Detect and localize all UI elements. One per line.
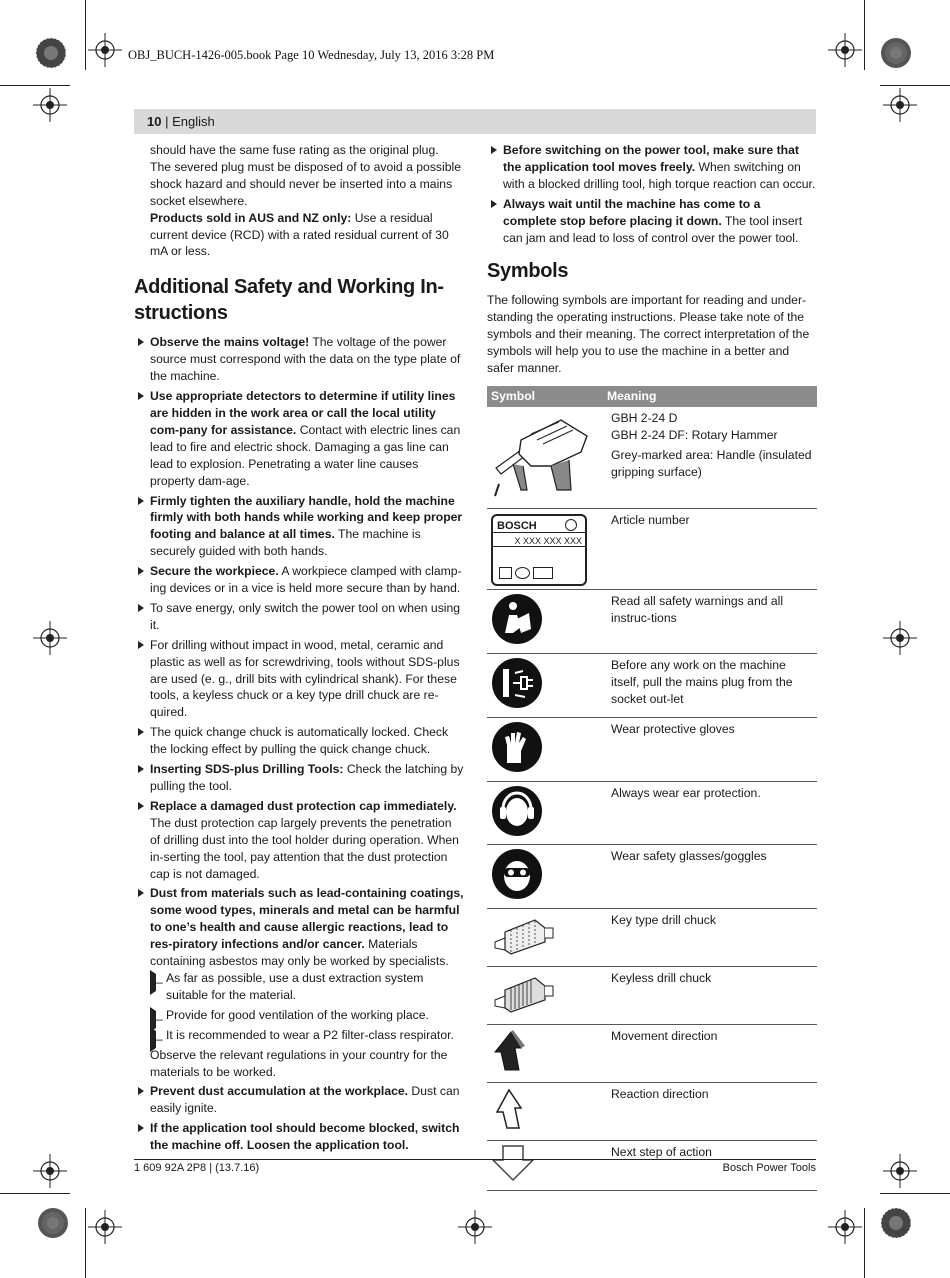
paragraph <box>134 210 464 261</box>
table-row <box>487 967 817 1025</box>
crop-mark <box>0 1193 70 1194</box>
item-text: Check the latching by pulling the tool. <box>150 762 464 793</box>
bold-lead: Inserting SDS-plus Drilling Tools: <box>150 762 344 777</box>
crop-mark <box>0 85 70 86</box>
meaning-line: Grey-marked area: Handle (insulated gripping surface) <box>611 447 812 479</box>
list-item <box>134 334 464 385</box>
paragraph: The severed plug must be disposed of to avoid a possible shock hazard and should never be inserted into a mains socket elsewhere. <box>150 159 461 208</box>
list-item <box>134 1083 464 1117</box>
table-row <box>487 508 817 589</box>
gloves-icon <box>491 721 543 773</box>
table-row <box>487 1083 817 1141</box>
registration-mark <box>882 87 918 123</box>
dash-item: – As far as possible, use a dust extraction system suitable for the material. <box>150 970 464 1004</box>
left-column <box>134 142 464 1157</box>
registration-mark <box>827 32 863 68</box>
reaction-arrow-icon <box>491 1086 531 1132</box>
crop-mark <box>85 1208 86 1278</box>
calibration-wheel <box>880 1207 912 1239</box>
plate-circle-icon <box>515 567 530 579</box>
item-text: The machine is securely guided with both hands. <box>150 527 421 559</box>
item-text: When switching on with a blocked drilling tool, high torque reaction can occur. <box>503 159 816 191</box>
meaning-line: Reaction direction <box>603 1083 817 1141</box>
item-text: For drilling without impact in wood, metal, ceramic and plastic as well as for screwdriving, tools without SDS-plus are used (e. g., drill bits with cylindrical shank). For these tools, a keyless chuck or a key type drill chuck are re-quired. <box>150 637 460 720</box>
meaning-line: GBH 2-24 D <box>611 410 678 425</box>
bold-lead: Use appropriate detectors to determine if utility lines are hidden in the work area or call the local utility com-pany for assistance. <box>150 389 456 437</box>
plate-logo-icon <box>565 519 577 531</box>
dash-item: – It is recommended to wear a P2 filter-class respirator. <box>150 1027 464 1044</box>
item-text: Dust can easily ignite. <box>150 1084 460 1116</box>
crop-mark <box>85 0 86 70</box>
bold-lead: Observe the mains voltage! <box>150 335 310 350</box>
list-item <box>134 798 464 883</box>
item-text: Contact with electric lines can lead to fire and electric shock. Damaging a gas line can lead to explosion. Penetrating a water line causes property dam-age. <box>150 422 461 488</box>
paragraph: should have the same fuse rating as the original plug. <box>150 143 439 157</box>
dash-item: – Provide for good ventilation of the working place. <box>150 1007 464 1024</box>
header-separator: | <box>161 114 173 129</box>
bold-lead: If the application tool should become blocked, switch the machine off. Loosen the application tool. <box>150 1121 460 1153</box>
read-manual-icon <box>491 593 543 645</box>
registration-mark <box>827 1209 863 1245</box>
goggles-icon <box>491 848 543 900</box>
rotary-hammer-icon <box>491 410 591 500</box>
page-header <box>134 109 816 134</box>
crop-mark <box>880 85 950 86</box>
footer-brand: Bosch Power Tools <box>722 1162 816 1174</box>
plate-square-icon <box>499 567 512 579</box>
table-row <box>487 1025 817 1083</box>
table-row <box>487 909 817 967</box>
plate-rect-icon <box>533 567 553 579</box>
meaning-line: Before any work on the machine itself, pull the mains plug from the socket out-let <box>611 657 793 706</box>
registration-mark <box>457 1209 493 1245</box>
meaning-line: Keyless drill chuck <box>603 967 817 1025</box>
list-item <box>134 563 464 597</box>
symbols-table <box>487 386 817 1191</box>
registration-mark <box>882 620 918 656</box>
bold-lead: Dust from materials such as lead-containing coatings, some wood types, minerals and metal can be harmful to one’s health and cause allergic reactions, lead to res-piratory infections and/or cancer. <box>150 886 464 952</box>
section-heading: Additional Safety and Working In-structions <box>134 276 444 325</box>
table-header-row <box>487 386 817 407</box>
meaning-line: Next step of action <box>603 1140 817 1190</box>
plate-divider <box>493 546 585 547</box>
type-plate-icon <box>491 514 587 586</box>
keyless-chuck-icon <box>491 970 555 1016</box>
page-number: 10 <box>147 114 162 129</box>
header-language: English <box>172 114 215 129</box>
item-text: A workpiece clamped with clamp-ing devices or in a vice is held more secure than by hand. <box>150 564 462 596</box>
list-item <box>487 196 817 247</box>
footer-rule <box>134 1159 816 1160</box>
list-item <box>134 1120 464 1154</box>
bold-lead: Products sold in AUS and NZ only: <box>150 210 352 225</box>
list-item <box>134 885 464 1080</box>
meaning-line: Read all safety warnings and all instruc-tions <box>603 589 817 653</box>
unplug-icon <box>491 657 543 709</box>
item-text: The quick change chuck is automatically locked. Check the locking effect by pulling the quick change chuck. <box>150 725 449 757</box>
footer-doc-number: 1 609 92A 2P8 | (13.7.16) <box>134 1162 260 1174</box>
list-item <box>134 761 464 795</box>
registration-mark <box>87 32 123 68</box>
registration-mark <box>32 87 68 123</box>
list-item <box>134 637 464 722</box>
ear-protection-icon <box>491 785 543 837</box>
meaning-line: Wear protective gloves <box>603 717 817 781</box>
key-chuck-icon <box>491 912 555 958</box>
table-row <box>487 845 817 909</box>
bold-lead: Prevent dust accumulation at the workplace. <box>150 1084 409 1099</box>
table-row <box>487 717 817 781</box>
item-text: The tool insert can jam and lead to loss of control over the power tool. <box>503 213 803 245</box>
bold-lead: Replace a damaged dust protection cap immediately. <box>150 798 457 813</box>
crop-mark <box>864 0 865 70</box>
column-header-symbol: Symbol <box>487 386 603 407</box>
list-item <box>134 724 464 758</box>
section-heading: Symbols <box>487 260 569 283</box>
table-row <box>487 407 817 508</box>
column-header-meaning: Meaning <box>603 386 817 407</box>
list-item <box>487 142 817 193</box>
meaning-line: Wear safety glasses/goggles <box>603 845 817 909</box>
item-text: The voltage of the power source must correspond with the data on the type plate of the machine. <box>150 335 461 384</box>
registration-mark <box>32 1153 68 1189</box>
movement-arrow-icon <box>491 1028 531 1074</box>
bold-lead: Always wait until the machine has come to a complete stop before placing it down. <box>503 196 761 228</box>
right-column <box>487 142 817 1191</box>
calibration-wheel <box>35 37 67 69</box>
paragraph: The following symbols are important for reading and under-standing the operating instructions. Please take note of the symbols and their meaning. The correct interpretation of the symbols will help you to use the machine in a better and safer manner. <box>487 293 810 376</box>
registration-mark <box>32 620 68 656</box>
list-item <box>134 388 464 489</box>
bold-lead: Before switching on the power tool, make sure that the application tool moves freely. <box>503 143 799 174</box>
list-item <box>134 600 464 634</box>
safety-list <box>134 334 464 1154</box>
bold-lead: Secure the workpiece. <box>150 564 279 579</box>
meaning-line: Key type drill chuck <box>603 909 817 967</box>
dash-list <box>150 970 464 1044</box>
item-text: Materials containing asbestos may only be worked by specialists. <box>150 937 449 969</box>
meaning-line: GBH 2-24 DF: Rotary Hammer <box>611 427 778 442</box>
crop-mark <box>880 1193 950 1194</box>
item-text: To save energy, only switch the power tool on when using it. <box>150 600 461 632</box>
meaning-line: Movement direction <box>603 1025 817 1083</box>
plate-brand: BOSCH <box>497 519 537 532</box>
list-item <box>134 493 464 561</box>
meaning-line: Article number <box>603 508 817 589</box>
table-row <box>487 589 817 653</box>
paragraph: Observe the relevant regulations in your country for the materials to be worked. <box>150 1047 448 1079</box>
meaning-line: Always wear ear protection. <box>603 781 817 845</box>
calibration-wheel <box>37 1207 69 1239</box>
item-text: The dust protection cap largely prevents the penetration of drilling dust into the tool holder during operation. When in-serting the tool, pay attention that the dust protection cap is not damaged. <box>150 815 459 881</box>
registration-mark <box>87 1209 123 1245</box>
crop-mark <box>864 1208 865 1278</box>
calibration-wheel <box>880 37 912 69</box>
table-row <box>487 653 817 717</box>
plate-number: X XXX XXX XXX <box>514 535 582 546</box>
registration-mark <box>882 1153 918 1189</box>
next-step-arrow-icon <box>491 1144 535 1182</box>
safety-list <box>487 142 817 246</box>
paragraph-text: Use a residual current device (RCD) with a rated residual current of 30 mA or less. <box>150 210 449 259</box>
book-file-tag: OBJ_BUCH-1426-005.book Page 10 Wednesday, July 13, 2016 3:28 PM <box>128 48 495 62</box>
table-row <box>487 781 817 845</box>
bold-lead: Firmly tighten the auxiliary handle, hold the machine firmly with both hands while working and keep proper footing and balance at all times. <box>150 493 463 542</box>
